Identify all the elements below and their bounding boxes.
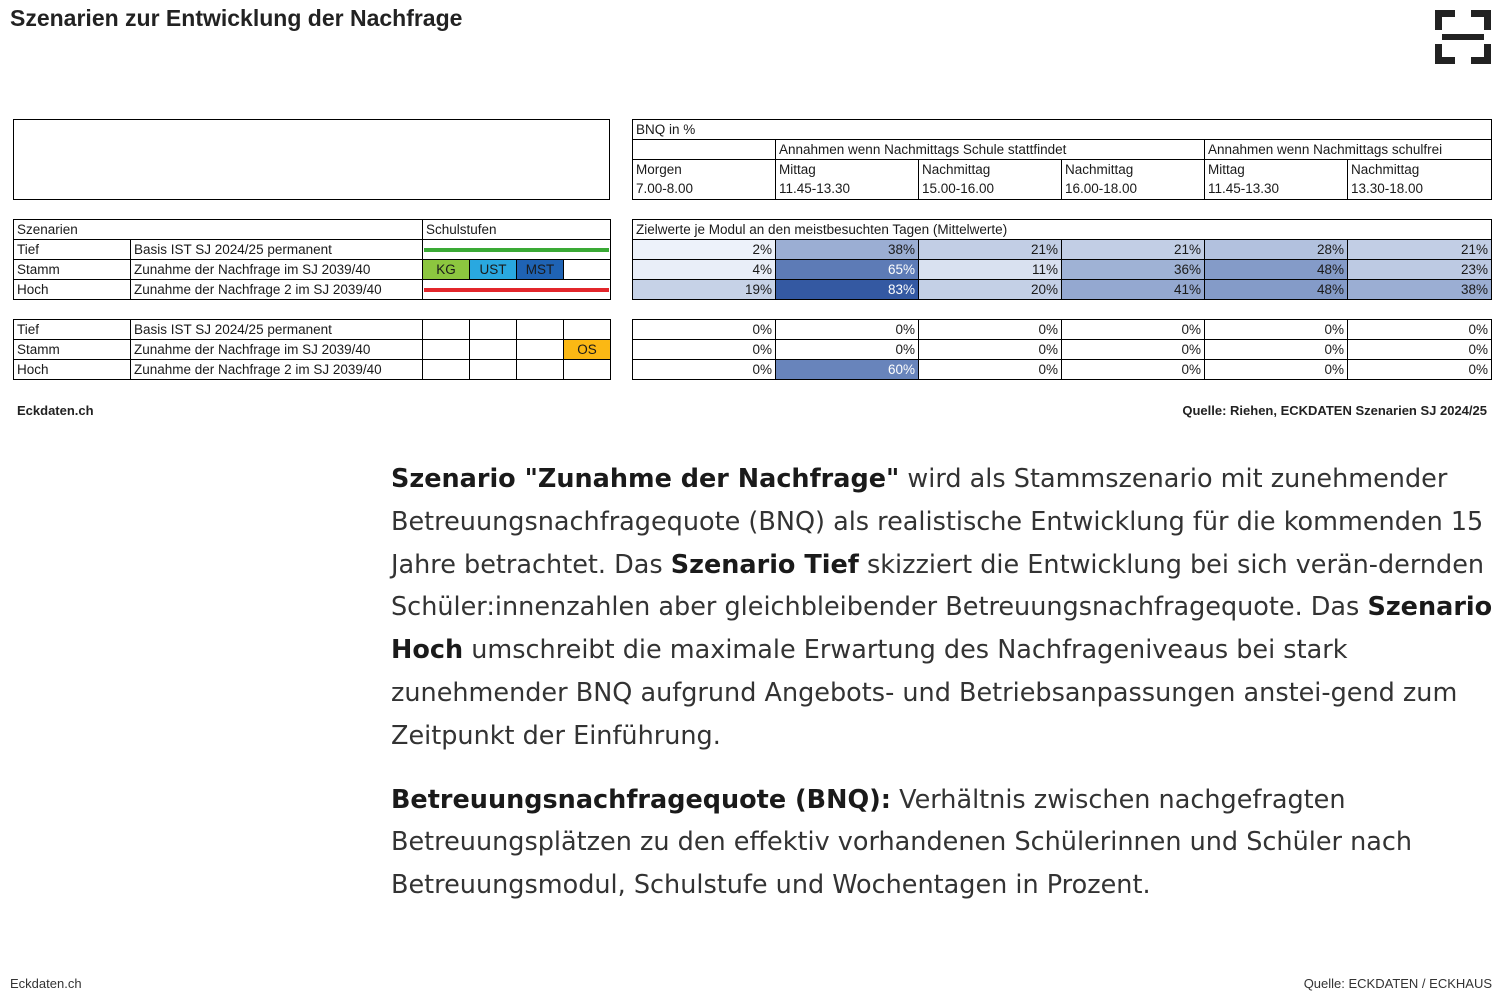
bnq-value-cell: 2% [633, 240, 776, 260]
group-free: Annahmen wenn Nachmittags schulfrei [1205, 140, 1492, 160]
scenario-name: Tief [14, 240, 131, 260]
bnq-value-cell: 0% [1205, 340, 1348, 360]
bnq-value-cell: 28% [1205, 240, 1348, 260]
scenario-table-b [13, 319, 611, 380]
bnq-header-table [632, 119, 1492, 200]
table-row [633, 340, 1492, 360]
scenario-desc: Zunahme der Nachfrage im SJ 2039/40 [131, 340, 423, 360]
table-row [633, 240, 1492, 260]
bnq-value-cell: 0% [1348, 360, 1492, 380]
paragraph-scenarios: Szenario "Zunahme der Nachfrage" wird als Stammszenario mit zunehmender Betreuungsnachfragequote (BNQ) als realistische Entwicklung für die kommenden 15 Jahre betrachtet. Das Szenario Tief skizziert die Entwicklung bei sich verän-dernden Schüler:innenzahlen aber gleichbleibender Betreuungsnachfragequote. Das Szenario Hoch umschreibt die maximale Erwartung des Nachfrageniveaus bei stark zunehmender BNQ aufgrund Angebots- und Betriebsanpassungen anstei-gend zum Zeitpunkt der Einführung. [391, 464, 1493, 751]
bnq-value-cell: 4% [633, 260, 776, 280]
bnq-value-cell: 48% [1205, 280, 1348, 300]
bnq-value-cell: 65% [776, 260, 919, 280]
scenario-desc: Basis IST SJ 2024/25 permanent [131, 320, 423, 340]
group-school: Annahmen wenn Nachmittags Schule stattfindet [776, 140, 1205, 160]
column-time: 13.30-18.00 [1348, 180, 1492, 200]
scenario-name: Hoch [14, 360, 131, 380]
bnq-value-cell: 0% [1062, 360, 1205, 380]
header-scenarios: Szenarien [14, 220, 423, 240]
bnq-value-cell: 0% [1348, 320, 1492, 340]
bnq-value-cell: 11% [919, 260, 1062, 280]
bnq-value-cell: 21% [919, 240, 1062, 260]
bnq-value-cell: 21% [1348, 240, 1492, 260]
bnq-value-cell: 0% [1062, 320, 1205, 340]
level-line-green [423, 240, 611, 260]
level-mst: MST [517, 260, 564, 280]
scenario-desc: Zunahme der Nachfrage 2 im SJ 2039/40 [131, 360, 423, 380]
footer-right: Quelle: ECKDATEN / ECKHAUS [1303, 976, 1492, 991]
table-row [14, 240, 611, 260]
scenario-desc: Zunahme der Nachfrage im SJ 2039/40 [131, 260, 423, 280]
level-os: OS [564, 340, 611, 360]
empty-legend-box [13, 119, 610, 200]
footer-left: Eckdaten.ch [10, 976, 82, 991]
bnq-header: BNQ in % [633, 120, 1492, 140]
table-row [633, 280, 1492, 300]
bnq-value-cell: 20% [919, 280, 1062, 300]
bnq-value-cell: 48% [1205, 260, 1348, 280]
level-kg: KG [423, 260, 470, 280]
table-row [14, 340, 611, 360]
target-header: Zielwerte je Modul an den meistbesuchten Tagen (Mittelwerte) [633, 220, 1492, 240]
level-ust: UST [470, 260, 517, 280]
table-row [14, 280, 611, 300]
bnq-value-cell: 0% [919, 360, 1062, 380]
bnq-value-cell: 21% [1062, 240, 1205, 260]
scenario-desc: Zunahme der Nachfrage 2 im SJ 2039/40 [131, 280, 423, 300]
table-row [14, 320, 611, 340]
bnq-value-cell: 60% [776, 360, 919, 380]
column-label: Nachmittag [919, 160, 1062, 180]
bnq-value-cell: 41% [1062, 280, 1205, 300]
level-line-red [423, 280, 611, 300]
bnq-value-cell: 0% [633, 320, 776, 340]
table-row [633, 360, 1492, 380]
level-empty [564, 260, 611, 280]
bnq-value-cell: 0% [776, 320, 919, 340]
chart-source-left: Eckdaten.ch [17, 403, 94, 418]
blank-cell [633, 140, 776, 160]
scenario-name: Hoch [14, 280, 131, 300]
column-label: Nachmittag [1062, 160, 1205, 180]
bnq-value-cell: 0% [1062, 340, 1205, 360]
header-levels: Schulstufen [423, 220, 611, 240]
bnq-values-table-b [632, 319, 1492, 380]
table-row [14, 260, 611, 280]
bnq-value-cell: 19% [633, 280, 776, 300]
bnq-value-cell: 38% [1348, 280, 1492, 300]
column-time: 11.45-13.30 [1205, 180, 1348, 200]
bnq-value-cell: 0% [1348, 340, 1492, 360]
column-time: 15.00-16.00 [919, 180, 1062, 200]
bnq-value-cell: 0% [919, 340, 1062, 360]
scenario-name: Stamm [14, 340, 131, 360]
bnq-value-cell: 0% [633, 360, 776, 380]
bnq-value-cell: 23% [1348, 260, 1492, 280]
bnq-value-cell: 83% [776, 280, 919, 300]
scenario-name: Tief [14, 320, 131, 340]
page-title: Szenarien zur Entwicklung der Nachfrage [10, 5, 463, 31]
bnq-values-table-a [632, 219, 1492, 300]
chart-source-right: Quelle: Riehen, ECKDATEN Szenarien SJ 2024/25 [1182, 403, 1487, 418]
eckdaten-logo [1433, 8, 1493, 66]
column-label: Morgen [633, 160, 776, 180]
table-row [633, 320, 1492, 340]
bnq-value-cell: 0% [1205, 320, 1348, 340]
table-row [14, 360, 611, 380]
column-time: 16.00-18.00 [1062, 180, 1205, 200]
scenario-table-a [13, 219, 611, 300]
paragraph-bnq-definition: Betreuungsnachfragequote (BNQ): Verhältnis zwischen nachgefragten Betreuungsplätzen zu den effektiv vorhandenen Schülerinnen und Schüler nach Betreuungsmodul, Schulstufe und Wochentagen in Prozent. [391, 784, 1413, 901]
column-time: 11.45-13.30 [776, 180, 919, 200]
bnq-value-cell: 36% [1062, 260, 1205, 280]
scenario-name: Stamm [14, 260, 131, 280]
scenario-desc: Basis IST SJ 2024/25 permanent [131, 240, 423, 260]
bnq-value-cell: 0% [1205, 360, 1348, 380]
bnq-value-cell: 38% [776, 240, 919, 260]
description-text [391, 458, 1496, 907]
column-time: 7.00-8.00 [633, 180, 776, 200]
bnq-value-cell: 0% [633, 340, 776, 360]
bnq-value-cell: 0% [776, 340, 919, 360]
table-row [633, 260, 1492, 280]
column-label: Mittag [776, 160, 919, 180]
bnq-value-cell: 0% [919, 320, 1062, 340]
column-label: Mittag [1205, 160, 1348, 180]
column-label: Nachmittag [1348, 160, 1492, 180]
